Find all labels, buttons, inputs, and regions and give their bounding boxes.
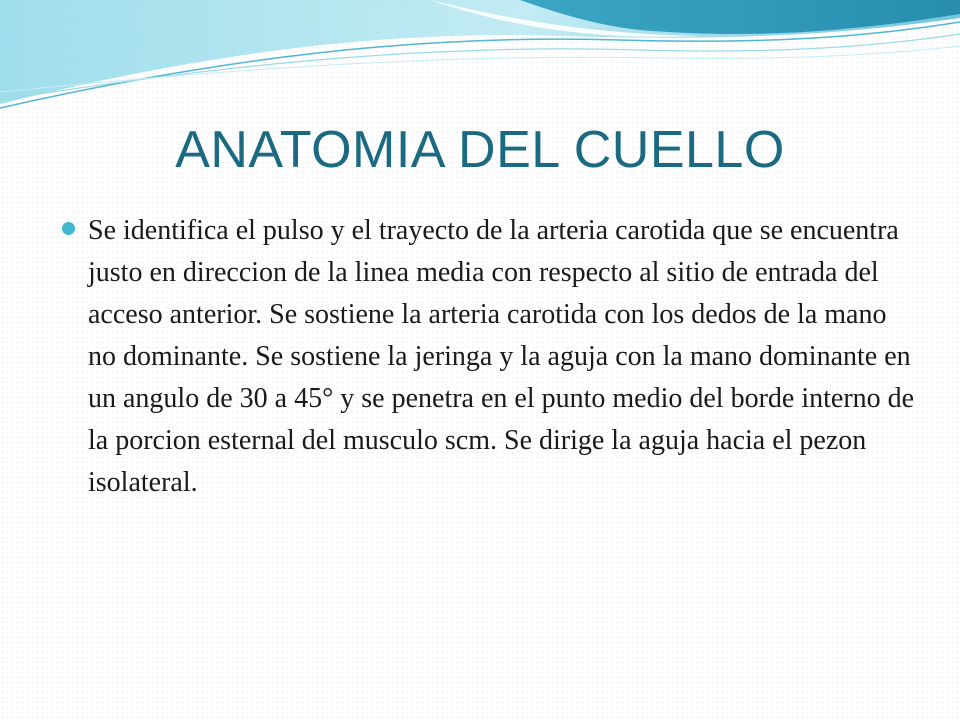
bullet-text: Se identifica el pulso y el trayecto de la arteria carotida que se encuentra justo en direccion de la linea media con respecto al sitio de entrada del acceso anterior. Se sostiene la arteria carotida con los dedos de la mano no dominante. Se sostiene la jeringa y la aguja con la mano dominante en un angulo de 30 a 45° y se penetra en el punto medio del borde interno de la porcion esternal del musculo scm. Se dirige la aguja hacia el pezon isolateral. <box>88 215 915 498</box>
slide-title: ANATOMIA DEL CUELLO <box>175 121 785 179</box>
bullet-icon <box>62 222 75 235</box>
wave-header-decoration <box>0 0 960 120</box>
